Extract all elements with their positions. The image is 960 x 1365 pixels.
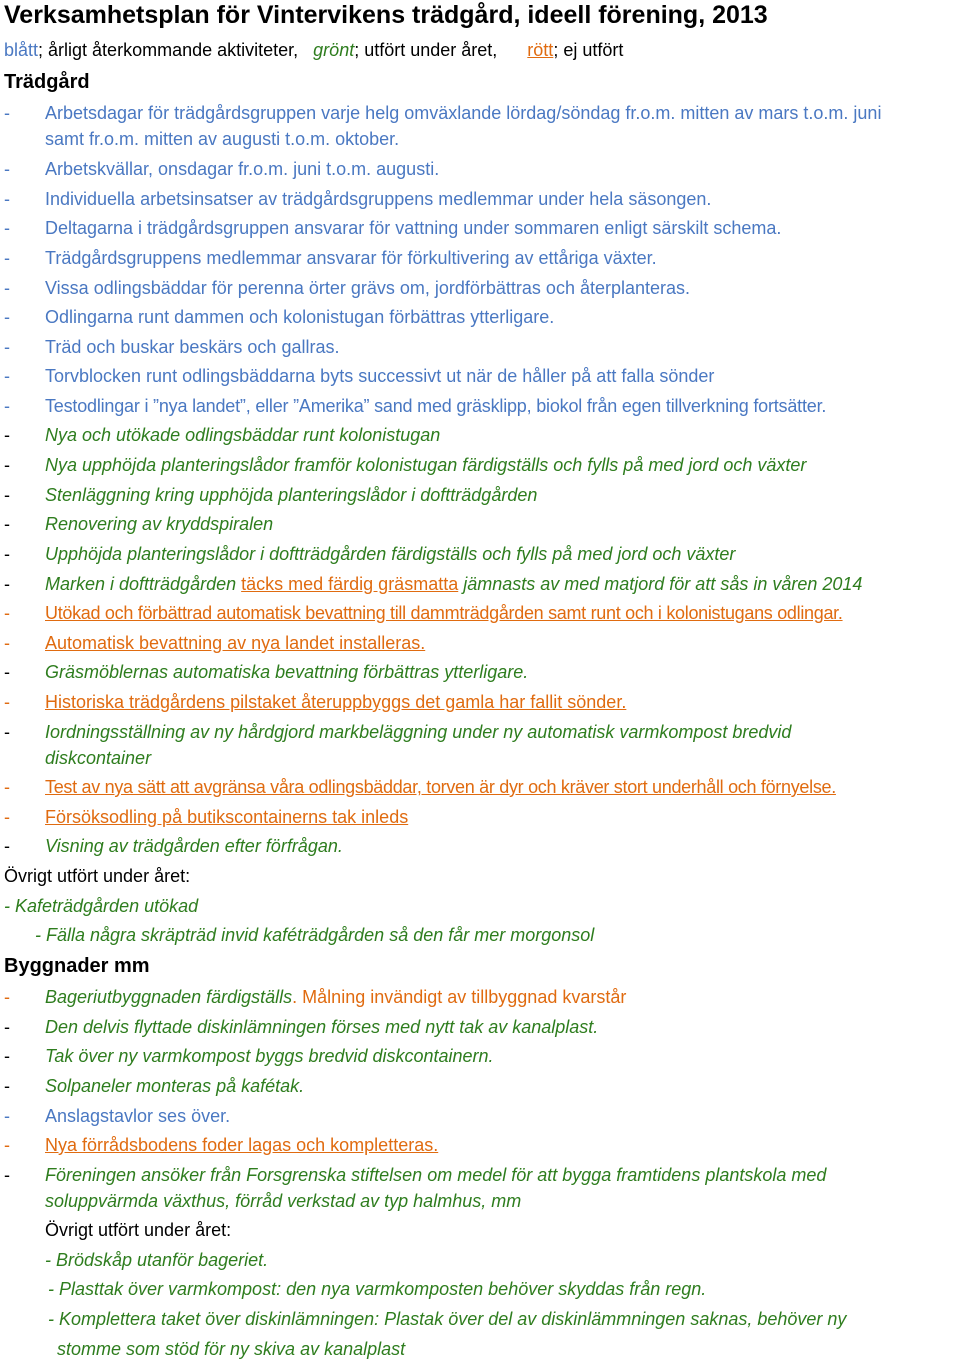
building-other-item: - Brödskåp utanför bageriet. [45, 1250, 269, 1270]
garden-other-heading: Övrigt utfört under året: [4, 866, 191, 886]
section-heading-buildings: Byggnader mm [4, 955, 150, 977]
color-legend [4, 38, 960, 62]
legend-blue-word: blått [4, 40, 39, 60]
legend-green-word: grönt [313, 40, 355, 60]
section-heading-garden: Trädgård [4, 71, 90, 93]
garden-other-item: - Kafeträdgården utökad [4, 896, 199, 916]
garden-other-item: - Fälla några skräpträd invid kaféträdgården så den får mer morgonsol [35, 925, 595, 945]
legend-red-text: ; ej utfört [553, 40, 624, 60]
document-title: Verksamhetsplan för Vintervikens trädgård, ideell förening, 2013 [4, 1, 768, 29]
building-other-item: - Plasttak över varmkompost: den nya varmkomposten behöver skyddas från regn. [48, 1279, 707, 1299]
building-other-item-continuation: stomme som stöd för ny skiva av kanalplast [57, 1339, 406, 1359]
building-other-item: - Komplettera taket över diskinlämningen: Plastak över del av diskinlämmningen saknas, behöver ny [48, 1309, 847, 1329]
legend-green-text: ; utfört under året, [354, 40, 498, 60]
legend-red-word: rött [527, 40, 554, 60]
document-page: Verksamhetsplan för Vintervikens trädgård, ideell förening, 2013 blått; årligt återkommande aktiviteter, grönt; utfört under året, rött; ej utfört Trädgård - Arbetsdagar för trädgårdsgruppen varje helg omväxlande lördag/söndag fr.o.m. mitten av mars t.o.m. juni samt fr.o.m. mitten av augusti t.o.m. oktober. - Arbetskvällar, onsdagar fr.o.m. juni t.o.m. augusti. - Individuella arbetsinsatser av trädgårdsgruppens medlemmar under hela säsongen. - Deltagarna i trädgårdsgruppen ansvarar för vattning under sommaren enligt särskilt schema. - Trädgårdsgruppens medlemmar ansvarar för förkultivering av ettåriga växter. - Vissa odlingsbäddar för perenna örter grävs om, jordförbättras och återplanteras. - Odlingarna runt dammen och kolonistugan förbättras ytterligare. - Träd och buskar beskärs och gallras. - Torvblocken runt odlingsbäddarna byts successivt ut när de håller på att falla sönder - Testodlingar i ”nya landet”, eller ”Amerika” sand med gräsklipp, biokol från egen tillverkning fortsätter. - Nya och utökade odlingsbäddar runt kolonistugan - Nya upphöjda planteringslådor framför kolonistugan färdigställs och fylls på med jord och växter - Stenläggning kring upphöjda planteringslådor i doftträdgården - Renovering av kryddspiralen - Upphöjda planteringslådor i doftträdgården färdigställs och fylls på med jord och växter - Marken i doftträdgården täcks med färdig gräsmatta jämnasts av med matjord för att sås in våren 2014 - Utökad och förbättrad automatisk bevattning till dammträdgården samt runt och i kolonistugans odlingar. - Automatisk bevattning av nya landet installeras. - Gräsmöblernas automatiska bevattning förbättras ytterligare. - Historiska trädgårdens pilstaket återuppbyggs det gamla har fallit sönder. - Iordningsställning av ny hårdgjord markbeläggning under ny automatisk varmkompost bredvid diskcontainer - Test av nya sätt att avgränsa våra odlingsbäddar, torven är dyr och kräver stort underhåll och förnyelse. - Försöksodling på butikscontainerns tak inleds - Visning av trädgården efter förfrågan. Övrigt utfört under året: - Kafeträdgården utökad - Fälla några skräpträd invid kaféträdgården så den får mer morgonsol Byggnader mm - Bageriutbyggnaden färdigställs. Målning invändigt av tillbyggnad kvarstår - Den delvis flyttade diskinlämningen förses med nytt tak av kanalplast. - Tak över ny varmkompost byggs bredvid diskcontainern. - Solpaneler monteras på kafétak. - Anslagstavlor ses över. - Nya förrådsbodens foder lagas och kompletteras. - Föreningen ansöker från Forsgrenska stiftelsen om medel för att bygga framtidens plantskola med soluppvärmda växthus, förråd verkstad av typ halmhus, mm Övrigt utfört under året: - Brödskåp utanför bageriet. - Plasttak över varmkompost: den nya varmkomposten behöver skyddas från regn. - Komplettera taket över diskinlämningen: Plastak över del av diskinlämmningen saknas, behöver ny stomme som stöd för ny skiva av kanalplast [0, 0, 960, 1365]
legend-blue-text: ; årligt återkommande aktiviteter, [38, 40, 299, 60]
